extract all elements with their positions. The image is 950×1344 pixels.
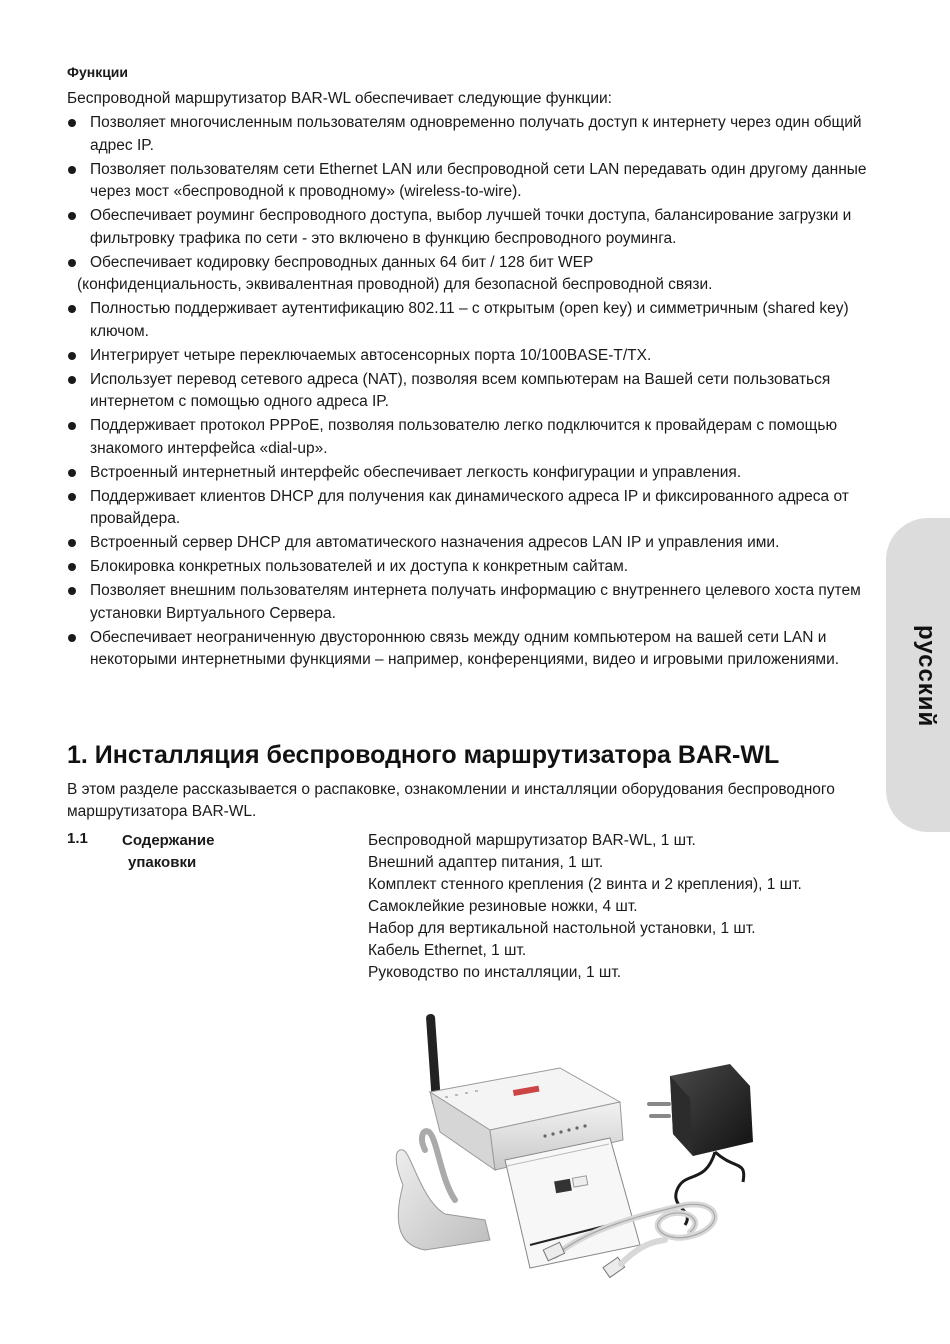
- functions-intro: Беспроводной маршрутизатор BAR-WL обеспечивает следующие функции:: [67, 90, 612, 107]
- power-adapter-icon: [647, 1064, 753, 1225]
- list-item: Полностью поддерживает аутентификацию 802.11 – с открытым (open key) и симметричным (shared key) ключом.: [67, 298, 867, 343]
- list-item: Встроенный сервер DHCP для автоматического назначения адресов LAN IP и управления ими.: [67, 532, 867, 555]
- subsection-title-line2: упаковки: [128, 854, 197, 871]
- manual-icon: [505, 1138, 640, 1268]
- list-item: Встроенный интернетный интерфейс обеспечивает легкость конфигурации и управления.: [67, 462, 867, 485]
- list-item: Поддерживает клиентов DHCP для получения как динамического адреса IP и фиксированного адреса от провайдера.: [67, 486, 867, 531]
- list-item: Набор для вертикальной настольной установки, 1 шт.: [368, 920, 756, 937]
- package-contents-list: [368, 830, 848, 984]
- list-item: Самоклейкие резиновые ножки, 4 шт.: [368, 898, 638, 915]
- list-item: Обеспечивает роуминг беспроводного доступа, выбор лучшей точки доступа, балансирование загрузки и фильтровку трафика по сети - это включено в функцию беспроводного роуминга.: [67, 205, 867, 250]
- subsection-title-line1: Содержание: [122, 832, 215, 849]
- list-item: Комплект стенного крепления (2 винта и 2 крепления), 1 шт.: [368, 876, 802, 893]
- list-item: Обеспечивает неограниченную двустороннюю связь между одним компьютером на вашей сети LAN и некоторыми интернетными функциями – например, конференциями, видео и игровыми приложениями.: [67, 627, 867, 672]
- list-item: Использует перевод сетевого адреса (NAT), позволяя всем компьютерам на Вашей сети пользоваться интернетом с помощью одного адреса IP.: [67, 369, 867, 414]
- installation-text: В этом разделе рассказывается о распаковке, ознакомлении и инсталляции оборудования беспроводного маршрутизатора BAR-WL.: [67, 781, 835, 820]
- package-contents-photo: [385, 1010, 765, 1280]
- list-item: Поддерживает протокол PPPoE, позволяя пользователю легко подключится к провайдерам с помощью знакомого интерфейса «dial-up».: [67, 415, 867, 460]
- list-item: Блокировка конкретных пользователей и их доступа к конкретным сайтам.: [67, 556, 867, 579]
- subsection-title: [122, 830, 312, 874]
- list-item: Беспроводной маршрутизатор BAR-WL, 1 шт.: [368, 832, 696, 849]
- features-list: [67, 112, 867, 673]
- list-item: Интегрирует четыре переключаемых автосенсорных порта 10/100BASE-T/TX.: [67, 345, 867, 368]
- list-item: Позволяет внешним пользователям интернета получать информацию с внутреннего целевого хоста путем установки Виртуального Сервера.: [67, 580, 867, 625]
- list-item: Позволяет многочисленным пользователям одновременно получать доступ к интернету через один общий адрес IP.: [67, 112, 867, 157]
- installation-heading: 1. Инсталляция беспроводного маршрутизатора BAR-WL: [67, 741, 780, 769]
- list-item: Руководство по инсталляции, 1 шт.: [368, 964, 622, 981]
- list-item: Позволяет пользователям сети Ethernet LAN или беспроводной сети LAN передавать один другому данные через мост «беспроводной к проводному» (wireless-to-wire).: [67, 159, 867, 204]
- list-item: Обеспечивает кодировку беспроводных данных 64 бит / 128 бит WEP (конфиденциальность, эквивалентная проводной) для безопасной беспроводной связи.: [67, 252, 867, 297]
- list-item-continuation: (конфиденциальность, эквивалентная проводной) для безопасной беспроводной связи.: [77, 276, 713, 293]
- functions-title: Функции: [67, 64, 129, 80]
- subsection-number: 1.1: [67, 830, 88, 847]
- list-item: Кабель Ethernet, 1 шт.: [368, 942, 527, 959]
- language-tab-label: русский: [913, 624, 940, 728]
- list-item: Внешний адаптер питания, 1 шт.: [368, 854, 604, 871]
